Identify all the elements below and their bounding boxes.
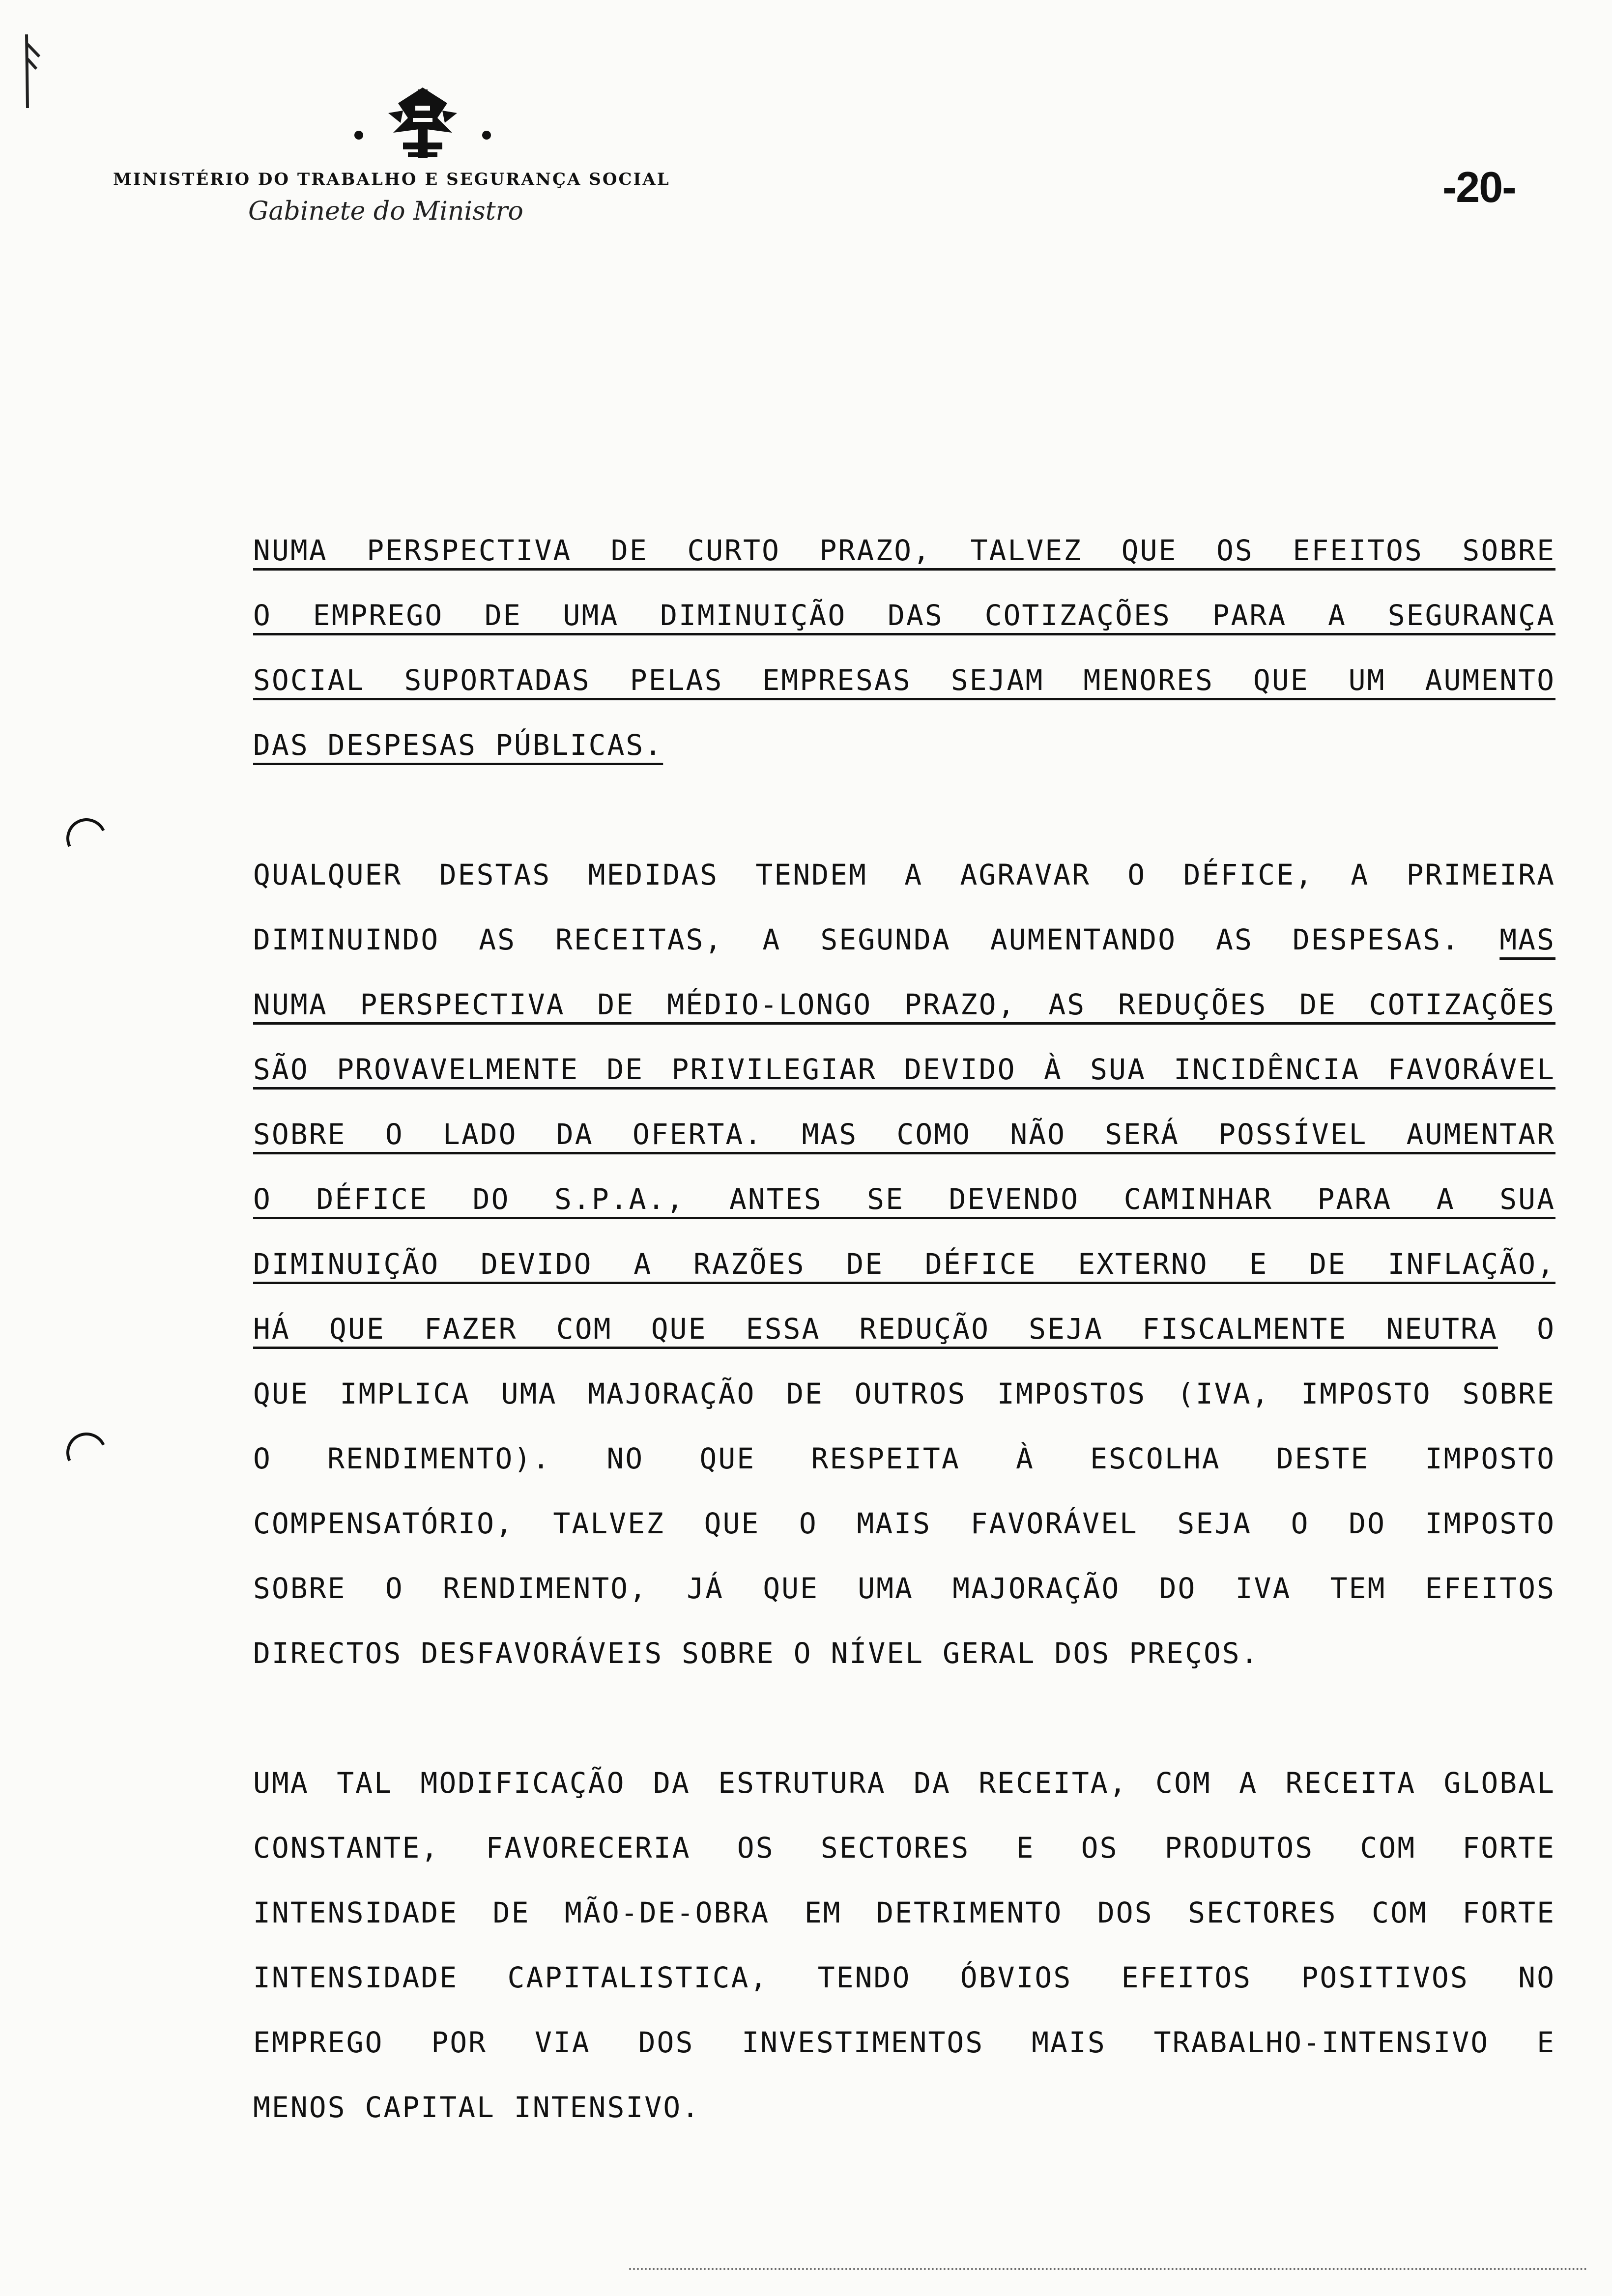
text-line [253,1888,1555,1953]
underlined-text: HÁ QUE FAZER COM QUE ESSA REDUÇÃO SEJA FISCALMENTE NEUTRA [253,1312,1498,1346]
text-line [253,1304,1555,1369]
text-line [253,1045,1555,1110]
punch-hole-mark-lower [60,1427,112,1478]
text-line [253,591,1555,656]
text-segment: SOBRE O RENDIMENTO, JÁ QUE UMA MAJORAÇÃO DO IVA TEM EFEITOS [253,1572,1555,1605]
scan-bottom-edge [629,2268,1587,2270]
underlined-text: NUMA PERSPECTIVA DE MÉDIO-LONGO PRAZO, AS REDUÇÕES DE COTIZAÇÕES [253,988,1555,1021]
text-line [253,1758,1555,1823]
text-line [253,915,1555,980]
text-line [253,1823,1555,1888]
underlined-text: SOCIAL SUPORTADAS PELAS EMPRESAS SEJAM MENORES QUE UM AUMENTO [253,663,1555,697]
text-segment: O RENDIMENTO). NO QUE RESPEITA À ESCOLHA DESTE IMPOSTO [253,1442,1555,1475]
page-number: -20- [1442,163,1516,211]
text-line [253,1175,1555,1239]
text-line [253,2083,1555,2148]
underlined-text: NUMA PERSPECTIVA DE CURTO PRAZO, TALVEZ QUE OS EFEITOS SOBRE [253,534,1555,567]
text-segment: CONSTANTE, FAVORECERIA OS SECTORES E OS PRODUTOS COM FORTE [253,1831,1555,1865]
underlined-text: SOBRE O LADO DA OFERTA. MAS COMO NÃO SERÁ POSSÍVEL AUMENTAR [253,1118,1555,1151]
text-line [253,1110,1555,1175]
text-line [253,1239,1555,1304]
text-segment: O [1497,1312,1555,1346]
text-segment: DIRECTOS DESFAVORÁVEIS SOBRE O NÍVEL GERAL DOS PREÇOS. [253,1636,1260,1670]
text-line [253,1499,1555,1564]
text-segment: MENOS CAPITAL INTENSIVO. [253,2091,701,2124]
underlined-text: DAS DESPESAS PÚBLICAS. [253,728,663,762]
text-line [253,850,1555,915]
ministry-heading: MINISTÉRIO DO TRABALHO E SEGURANÇA SOCIAL [113,170,670,189]
text-line [253,1564,1555,1629]
text-segment: QUALQUER DESTAS MEDIDAS TENDEM A AGRAVAR O DÉFICE, A PRIMEIRA [253,858,1555,891]
underlined-text: O DÉFICE DO S.P.A., ANTES SE DEVENDO CAMINHAR PARA A SUA [253,1182,1555,1216]
text-line [253,1369,1555,1434]
text-line [253,720,1555,785]
text-segment: EMPREGO POR VIA DOS INVESTIMENTOS MAIS TRABALHO-INTENSIVO E [253,2026,1555,2059]
punch-hole-mark-upper [60,812,112,864]
paragraph [253,526,1555,785]
underlined-text: O EMPREGO DE UMA DIMINUIÇÃO DAS COTIZAÇÕES PARA A SEGURANÇA [253,599,1555,632]
text-line [253,980,1555,1045]
text-segment: UMA TAL MODIFICAÇÃO DA ESTRUTURA DA RECEITA, COM A RECEITA GLOBAL [253,1766,1555,1800]
text-segment: DIMINUINDO AS RECEITAS, A SEGUNDA AUMENTANDO AS DESPESAS. [253,923,1500,956]
text-line [253,1434,1555,1499]
text-segment: INTENSIDADE CAPITALISTICA, TENDO ÓBVIOS EFEITOS POSITIVOS NO [253,1961,1555,1994]
underlined-text: SÃO PROVAVELMENTE DE PRIVILEGIAR DEVIDO À SUA INCIDÊNCIA FAVORÁVEL [253,1053,1555,1086]
text-segment: INTENSIDADE DE MÃO-DE-OBRA EM DETRIMENTO DOS SECTORES COM FORTE [253,1896,1555,1929]
paragraph [253,850,1555,1693]
underlined-text: MAS [1499,923,1555,956]
text-line [253,1953,1555,2018]
text-line [253,656,1555,720]
text-segment: QUE IMPLICA UMA MAJORAÇÃO DE OUTROS IMPOSTOS (IVA, IMPOSTO SOBRE [253,1377,1555,1410]
cabinet-signature-line: Gabinete do Ministro [248,197,523,226]
text-line [253,1629,1555,1693]
paragraph [253,1758,1555,2148]
scan-edge-mark [20,29,49,113]
underlined-text: DIMINUIÇÃO DEVIDO A RAZÕES DE DÉFICE EXTERNO E DE INFLAÇÃO, [253,1247,1555,1281]
text-line [253,526,1555,591]
coat-of-arms-icon [334,84,511,167]
body-text [253,526,1555,2212]
text-line [253,2018,1555,2083]
text-segment: COMPENSATÓRIO, TALVEZ QUE O MAIS FAVORÁVEL SEJA O DO IMPOSTO [253,1507,1555,1540]
